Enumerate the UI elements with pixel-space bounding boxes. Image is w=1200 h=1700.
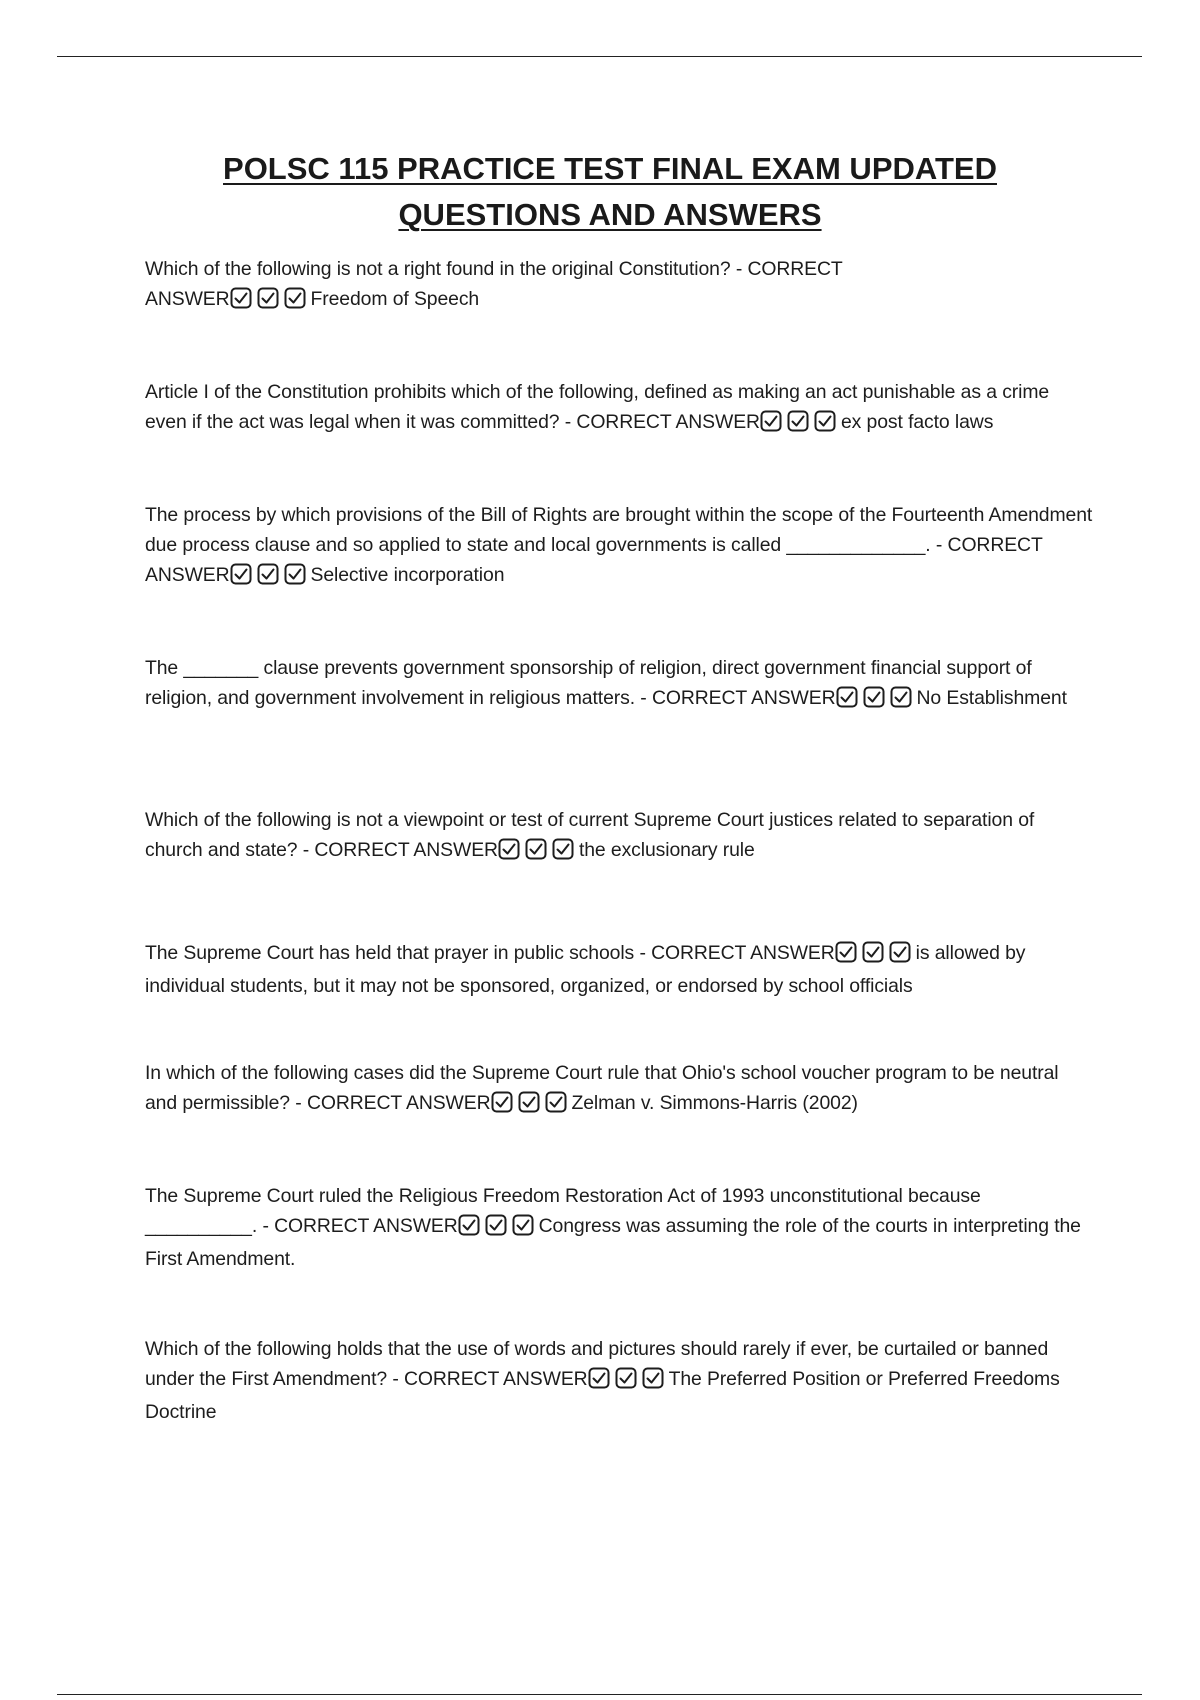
qa-item-1 [145,254,905,317]
checkbox-checked-icon [458,1214,482,1236]
checkbox-checked-icon [760,410,784,432]
correct-answer-label: - CORRECT ANSWER [262,1215,458,1237]
checkbox-checked-icon [787,410,811,432]
answer-text: Congress was assuming the role of the courts in interpreting the First Amendment. [145,1215,1081,1270]
check-marks [836,686,917,716]
qa-item-5 [145,805,1095,868]
check-marks [230,563,311,593]
qa-item-9 [145,1334,1095,1427]
check-marks [835,941,916,971]
checkbox-checked-icon [836,686,860,708]
checkbox-checked-icon [518,1091,542,1113]
correct-answer-label: - CORRECT ANSWER [145,258,843,310]
answer-text: The Preferred Position or Preferred Freedoms Doctrine [145,1368,1060,1423]
check-marks [230,287,311,317]
correct-answer-label: - CORRECT ANSWER [145,534,1043,586]
checkbox-checked-icon [545,1091,569,1113]
checkbox-checked-icon [814,410,838,432]
qa-item-3 [145,500,1095,593]
question-text: The Supreme Court has held that prayer in public schools [145,942,635,964]
question-text: Article I of the Constitution prohibits which of the following, defined as making an act punishable as a crime even if the act was legal when it was committed? [145,381,1050,433]
correct-answer-label: - CORRECT ANSWER [640,687,836,709]
page-title: POLSC 115 PRACTICE TEST FINAL EXAM UPDATED QUESTIONS AND ANSWERS [223,151,997,232]
checkbox-checked-icon [257,563,281,585]
checkbox-checked-icon [498,838,522,860]
qa-item-7 [145,1058,1095,1121]
answer-text: ex post facto laws [840,411,994,433]
checkbox-checked-icon [835,941,859,963]
check-marks [588,1367,669,1397]
checkbox-checked-icon [230,563,254,585]
answer-text: No Establishment [916,687,1067,709]
question-text: The _______ clause prevents government sponsorship of religion, direct government financial support of religion, and government involvement in religious matters. [145,657,1032,709]
check-marks [491,1091,572,1121]
checkbox-checked-icon [642,1367,666,1389]
check-marks [458,1214,539,1244]
question-text: Which of the following holds that the use of words and pictures should rarely if ever, be curtailed or banned under the First Amendment? [145,1338,1049,1390]
checkbox-checked-icon [889,941,913,963]
question-text: The process by which provisions of the Bill of Rights are brought within the scope of the Fourteenth Amendment due process clause and so applied to state and local governments is called _____________. [145,504,1093,556]
checkbox-checked-icon [588,1367,612,1389]
question-text: Which of the following is not a right found in the original Constitution? [145,258,731,280]
answer-text: is allowed by individual students, but it may not be sponsored, organized, or endorsed by school officials [145,942,1026,997]
correct-answer-label: - CORRECT ANSWER [564,411,760,433]
correct-answer-label: - CORRECT ANSWER [639,942,835,964]
check-marks [760,410,841,440]
checkbox-checked-icon [284,287,308,309]
checkbox-checked-icon [890,686,914,708]
answer-text: Freedom of Speech [310,288,480,310]
answer-text: Selective incorporation [310,564,505,586]
answer-text: Zelman v. Simmons-Harris (2002) [571,1092,858,1114]
bottom-rule [57,1694,1142,1695]
correct-answer-label: - CORRECT ANSWER [295,1092,491,1114]
checkbox-checked-icon [863,686,887,708]
checkbox-checked-icon [491,1091,515,1113]
checkbox-checked-icon [230,287,254,309]
check-marks [498,838,579,868]
qa-item-6 [145,938,1095,1001]
checkbox-checked-icon [485,1214,509,1236]
checkbox-checked-icon [525,838,549,860]
qa-item-2 [145,377,1095,440]
correct-answer-label: - CORRECT ANSWER [392,1368,588,1390]
qa-item-4 [145,653,1095,716]
checkbox-checked-icon [552,838,576,860]
question-text: The Supreme Court ruled the Religious Freedom Restoration Act of 1993 unconstitutional because __________. [145,1185,981,1237]
correct-answer-label: - CORRECT ANSWER [302,839,498,861]
qa-item-8 [145,1181,1095,1274]
answer-text: the exclusionary rule [578,839,755,861]
top-rule [57,56,1142,57]
question-text: Which of the following is not a viewpoint or test of current Supreme Court justices related to separation of church and state? [145,809,1035,861]
checkbox-checked-icon [512,1214,536,1236]
checkbox-checked-icon [862,941,886,963]
checkbox-checked-icon [257,287,281,309]
checkbox-checked-icon [615,1367,639,1389]
checkbox-checked-icon [284,563,308,585]
question-text: In which of the following cases did the Supreme Court rule that Ohio's school voucher program to be neutral and permissible? [145,1062,1059,1114]
